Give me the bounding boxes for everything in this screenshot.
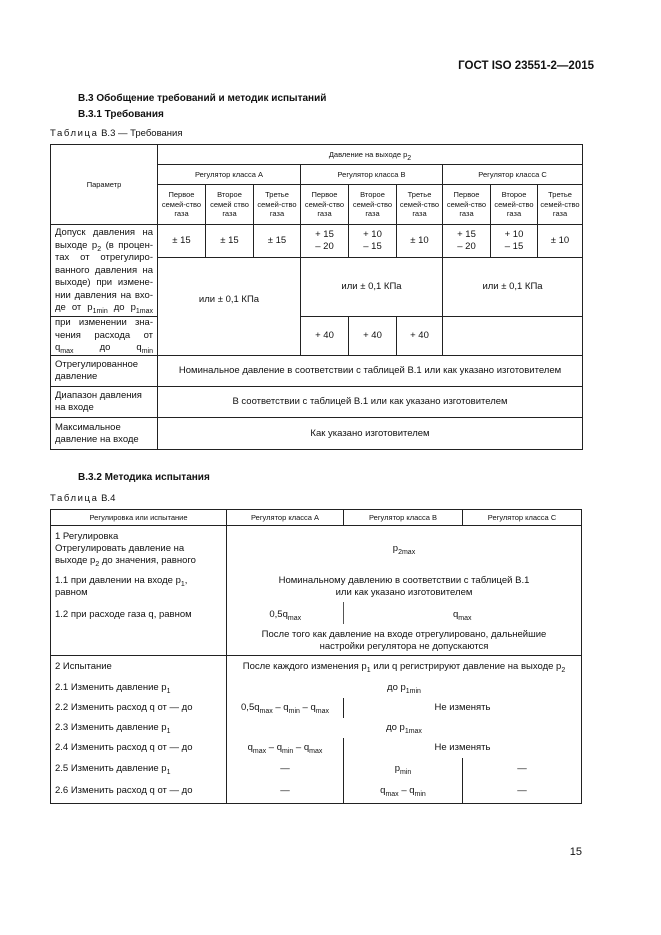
t4-r22-label: 2.2 Изменить расход q от — до <box>51 698 227 718</box>
t4-r21-value: до $p_{1min}$ <box>387 681 421 695</box>
t4-r24-class-a: $q_{max} - q_{min} - q_{max}$ <box>227 738 344 758</box>
fam3-c: Третье семей-ство газа <box>538 185 583 225</box>
row2-param: при изменении зна- чения расхода от $q_{max}$ до $q_{min}$ <box>51 317 158 356</box>
fam1-a: Первое семей-ство газа <box>158 185 206 225</box>
t4-r11-label: 1.1 при давлении на входе $p_1$, равном <box>51 572 227 602</box>
row1-c2: + 10 – 15 <box>491 225 538 258</box>
row1-a3: ± 15 <box>254 225 301 258</box>
t4-r25-class-a: — <box>227 758 344 780</box>
row2-b2: + 40 <box>349 317 397 356</box>
row2-b1: + 40 <box>301 317 349 356</box>
t4-r1-label: 1 Регулировка Отрегулировать давление на выходе $p_2$ до значения, равного <box>51 526 227 572</box>
t4-r25-label: 2.5 Изменить давление $p_1$ <box>51 758 227 780</box>
t4-col-procedure: Регулировка или испытание <box>51 510 227 526</box>
t4-r1-value: $p_{2max}$ <box>392 542 416 556</box>
page-number: 15 <box>569 846 582 858</box>
t4-r13-label <box>51 628 227 656</box>
t4-r26-class-a: — <box>227 780 344 804</box>
row2-b3: + 40 <box>397 317 443 356</box>
t4-col-class-b: Регулятор класса В <box>344 510 463 526</box>
fam2-b: Второе семей-ство газа <box>349 185 397 225</box>
row4-param: Диапазон давления на входе <box>51 387 158 418</box>
section-b32-heading: В.3.2 Методика испытания <box>78 472 210 483</box>
t4-r26-class-b: $q_{max} - q_{min}$ <box>344 780 463 804</box>
row1-a2: ± 15 <box>206 225 254 258</box>
row1-a1: ± 15 <box>158 225 206 258</box>
class-c-header: Регулятор класса С <box>443 165 583 185</box>
row1-c1: + 15 – 20 <box>443 225 491 258</box>
row1-a-or-kpa: или ± 0,1 КПа <box>158 258 301 356</box>
row1-c-or-kpa: или ± 0,1 КПа <box>443 258 583 317</box>
t4-r2-value: После каждого изменения $p_1$ или q регистрируют давление на выходе $p_2$ <box>242 660 566 674</box>
row1-param: Допуск давления на выходе $p_2$ (в процен- тах от отрегулиро- ванного давления на выходе) при измене- нии давления на вхо- де от $p_{1min}$ до $p_{1max}$ <box>51 225 158 317</box>
row1-b3: ± 10 <box>397 225 443 258</box>
row1-b-or-kpa: или ± 0,1 КПа <box>301 258 443 317</box>
row5-value: Как указано изготовителем <box>158 418 583 450</box>
t4-r26-class-c: — <box>517 785 527 797</box>
t4-r12-label: 1.2 при расходе газа q, равном <box>51 602 227 628</box>
row4-value: В соответствии с таблицей В.1 или как указано изготовителем <box>158 387 583 418</box>
section-b3-heading: В.3 Обобщение требований и методик испытаний <box>78 93 327 104</box>
row1-b1: + 15 – 20 <box>301 225 349 258</box>
t4-r22-class-a: $0,5q_{max} - q_{min} - q_{max}$ <box>227 698 344 718</box>
param-header: Параметр <box>51 145 158 225</box>
row3-value: Номинальное давление в соответствии с таблицей В.1 или как указано изготовителем <box>158 356 583 387</box>
t4-r23-label: 2.3 Изменить давление $p_1$ <box>51 718 227 738</box>
fam1-c: Первое семей-ство газа <box>443 185 491 225</box>
t4-r24-class-bc: Не изменять <box>434 741 491 753</box>
t4-r26-label: 2.6 Изменить расход q от — до <box>51 780 227 804</box>
section-b31-heading: В.3.1 Требования <box>78 109 164 120</box>
fam2-a: Второе семей ство газа <box>206 185 254 225</box>
class-b-header: Регулятор класса В <box>301 165 443 185</box>
table-b4 <box>50 509 582 804</box>
t4-r24-label: 2.4 Изменить расход q от — до <box>51 738 227 758</box>
t4-r23-value: до $p_{1max}$ <box>386 721 422 735</box>
t4-r12-divider <box>343 602 344 624</box>
document-header: ГОСТ ISO 23551-2—2015 <box>458 60 594 72</box>
fam3-a: Третье семей-ство газа <box>254 185 301 225</box>
t4-r2-label: 2 Испытание <box>51 656 227 678</box>
table-b3 <box>50 144 583 450</box>
fam2-c: Второе семей-ство газа <box>491 185 538 225</box>
t4-r11-value: Номинальному давлению в соответствии с таблицей В.1 или как указано изготовителем <box>278 574 530 598</box>
row3-param: Отрегулированное давление <box>51 356 158 387</box>
t4-r21-label: 2.1 Изменить давление $p_1$ <box>51 678 227 698</box>
fam3-b: Третье семей-ство газа <box>397 185 443 225</box>
t4-col-class-c: Регулятор класса С <box>463 510 582 526</box>
t4-r13-value: После того как давление на входе отрегулировано, дальнейшие настройки регулятора не допускаются <box>227 628 582 656</box>
row2-c-empty <box>443 317 583 356</box>
t4-col-class-a: Регулятор класса А <box>227 510 344 526</box>
table-b4-caption: Таблица В.4 <box>50 493 116 504</box>
t4-r25-class-b: $p_{min}$ <box>344 758 463 780</box>
t4-r25-class-c: — <box>517 762 527 774</box>
t4-r12-class-bc: $q_{max}$ <box>452 608 472 622</box>
t4-r12-class-a: $0,5q_{max}$ <box>269 608 302 622</box>
table-b3-caption: Таблица В.3 — Требования <box>50 128 183 139</box>
outlet-pressure-header: Давление на выходе $p_2$ <box>158 145 583 165</box>
row1-b2: + 10 – 15 <box>349 225 397 258</box>
row1-c3: ± 10 <box>538 225 583 258</box>
t4-r22-class-bc: Не изменять <box>434 701 491 713</box>
class-a-header: Регулятор класса А <box>158 165 301 185</box>
row5-param: Максимальное давление на входе <box>51 418 158 450</box>
fam1-b: Первое семей-ство газа <box>301 185 349 225</box>
